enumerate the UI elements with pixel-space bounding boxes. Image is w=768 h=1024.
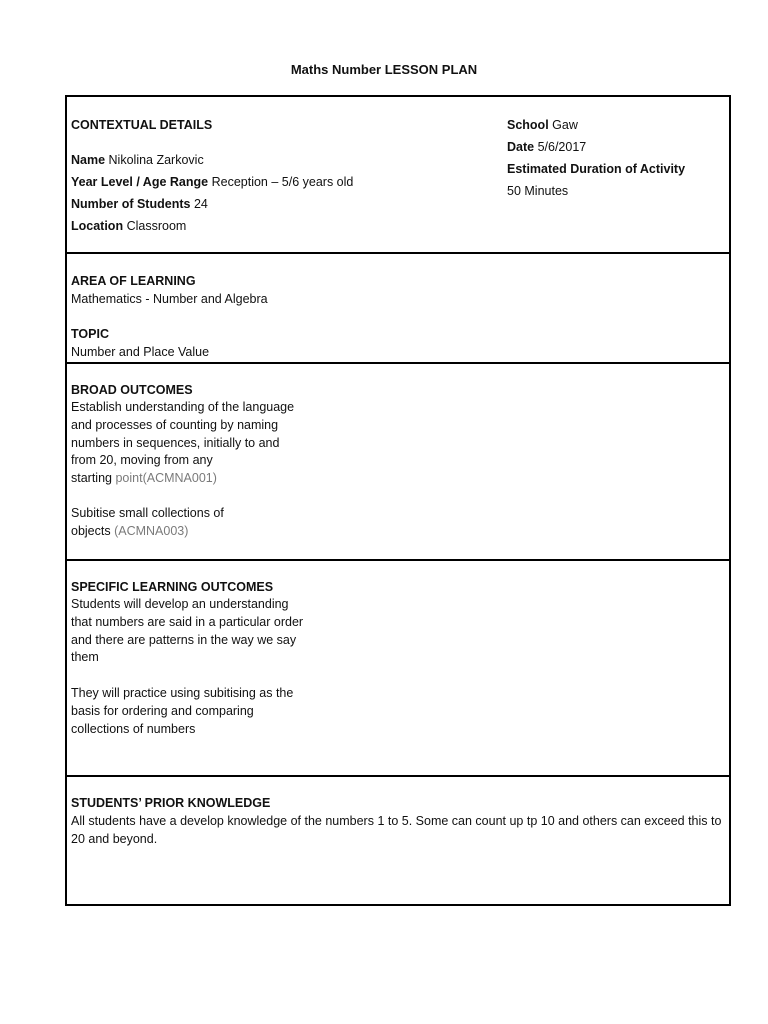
year-level-row — [71, 173, 353, 191]
broad-outcomes-paragraph-1 — [71, 399, 294, 488]
number-of-students-row — [71, 195, 208, 213]
name-label: Name — [71, 153, 106, 167]
specific-outcomes-paragraph-1 — [71, 596, 303, 667]
broad-outcomes-line — [71, 470, 294, 488]
area-of-learning-heading: AREA OF LEARNING — [71, 274, 196, 288]
broad-outcomes-line: numbers in sequences, initially to and — [71, 435, 280, 450]
specific-outcomes-line: them — [71, 650, 99, 665]
prior-knowledge-text: All students have a develop knowledge of the numbers 1 to 5. Some can count up tp 10 and others can exceed this to 20 and beyond. — [71, 814, 722, 846]
date-label: Date — [507, 140, 535, 154]
page-title: Maths Number LESSON PLAN — [290, 62, 478, 77]
school-value: Gaw — [552, 118, 578, 132]
number-of-students-label: Number of Students — [71, 197, 191, 211]
curriculum-code-acmna003: (ACMNA003) — [114, 523, 189, 538]
name-value: Nikolina Zarkovic — [108, 153, 204, 167]
year-level-value: Reception – 5/6 years old — [211, 175, 354, 189]
specific-learning-outcomes-section — [67, 561, 729, 777]
topic-value: Number and Place Value — [71, 345, 210, 359]
specific-outcomes-line: that numbers are said in a particular order — [71, 614, 304, 629]
school-label: School — [507, 118, 549, 132]
specific-outcomes-paragraph-2 — [71, 685, 293, 738]
broad-outcomes-heading: BROAD OUTCOMES — [71, 383, 193, 397]
broad-outcomes-line-prefix: starting — [71, 471, 112, 486]
area-of-learning-value: Mathematics - Number and Algebra — [71, 292, 268, 306]
name-row — [71, 151, 204, 169]
specific-outcomes-line: basis for ordering and comparing — [71, 703, 254, 718]
curriculum-code-acmna001: point(ACMNA001) — [115, 471, 217, 486]
broad-outcomes-section — [67, 364, 729, 561]
lesson-plan-table — [65, 95, 731, 906]
duration-label: Estimated Duration of Activity — [507, 162, 686, 176]
broad-outcomes-line: Subitise small collections of — [71, 506, 224, 520]
topic-heading: TOPIC — [71, 327, 109, 341]
area-of-learning-section — [67, 254, 729, 364]
prior-knowledge-section — [67, 777, 729, 906]
contextual-details-section — [67, 97, 729, 254]
number-of-students-value: 24 — [193, 197, 208, 211]
prior-knowledge-heading: STUDENTS’ PRIOR KNOWLEDGE — [71, 796, 271, 810]
location-label: Location — [71, 219, 124, 233]
location-row — [71, 217, 186, 235]
specific-learning-outcomes-heading: SPECIFIC LEARNING OUTCOMES — [71, 580, 274, 594]
broad-outcomes-line — [71, 523, 224, 541]
broad-outcomes-line-prefix: objects — [71, 523, 111, 538]
date-row — [507, 138, 586, 156]
broad-outcomes-line: and processes of counting by naming — [71, 417, 279, 432]
school-row — [507, 116, 578, 134]
location-value: Classroom — [126, 219, 187, 233]
broad-outcomes-line: Establish understanding of the language — [71, 400, 295, 414]
broad-outcomes-paragraph-2 — [71, 505, 224, 541]
specific-outcomes-line: and there are patterns in the way we say — [71, 632, 297, 647]
broad-outcomes-line: from 20, moving from any — [71, 453, 213, 468]
specific-outcomes-line: They will practice using subitising as the — [71, 686, 294, 700]
specific-outcomes-line: collections of numbers — [71, 721, 196, 736]
date-value: 5/6/2017 — [537, 140, 587, 154]
year-level-label: Year Level / Age Range — [71, 175, 209, 189]
specific-outcomes-line: Students will develop an understanding — [71, 597, 289, 611]
contextual-details-heading: CONTEXTUAL DETAILS — [71, 118, 213, 132]
duration-value: 50 Minutes — [507, 184, 569, 198]
